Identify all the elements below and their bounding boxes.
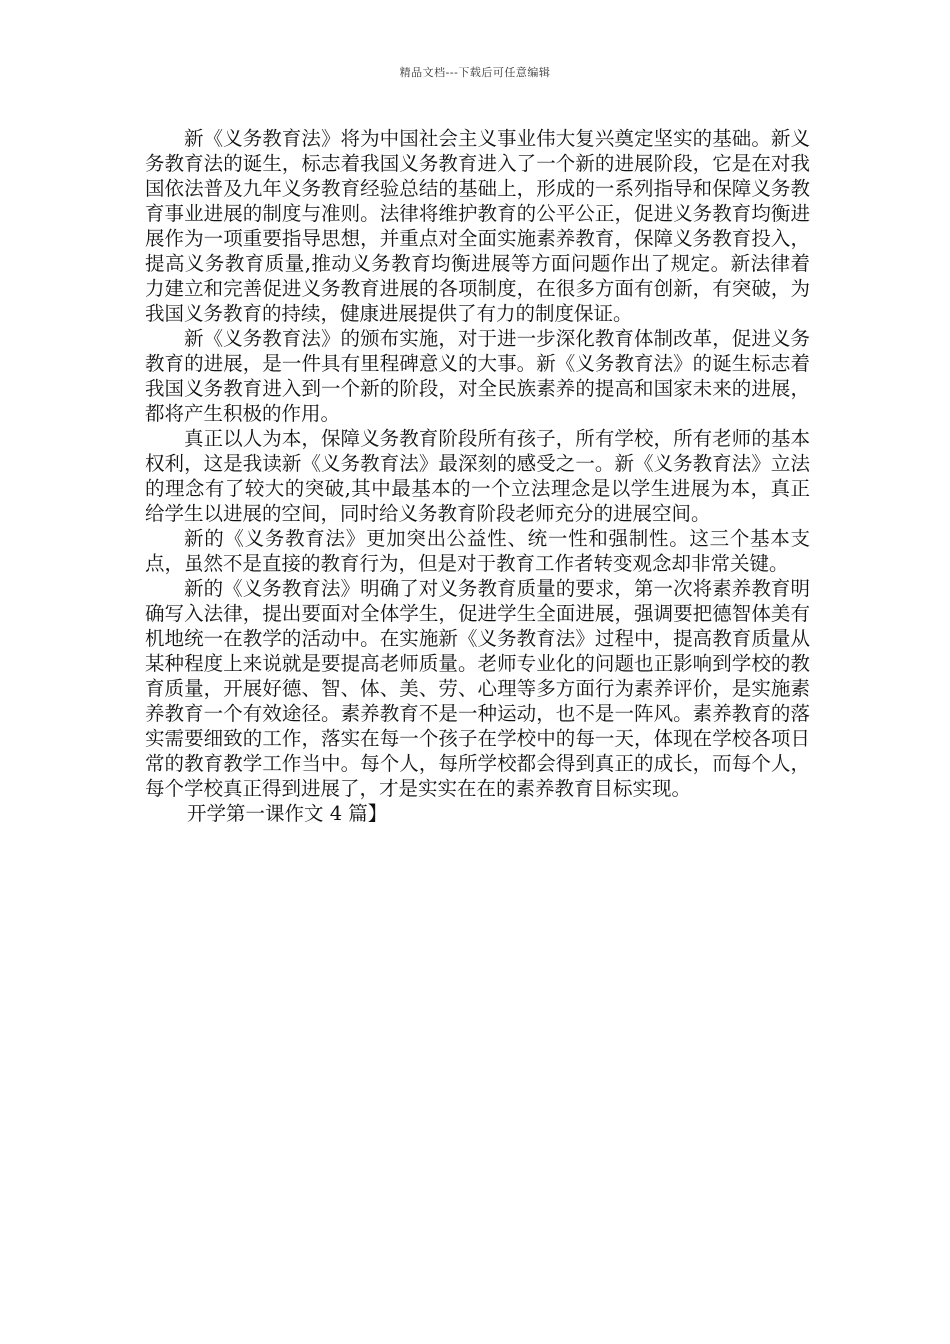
document-body [145, 126, 810, 826]
paragraph: 新《义务教育法》将为中国社会主义事业伟大复兴奠定坚实的基础。新义务教育法的诞生，标志着我国义务教育进入了一个新的进展阶段，它是在对我国依法普及九年义务教育经验总结的基础上，形成的一系列指导和保障义务教育事业进展的制度与准则。法律将维护教育的公平公正，促进义务教育均衡进展作为一项重要指导思想，并重点对全面实施素养教育，保障义务教育投入，提高义务教育质量,推动义务教育均衡进展等方面问题作出了规定。新法律着力建立和完善促进义务教育进展的各项制度，在很多方面有创新，有突破，为我国义务教育的持续，健康进展提供了有力的制度保证。 [145, 127, 810, 325]
paragraph: 真正以人为本，保障义务教育阶段所有孩子，所有学校，所有老师的基本权利，这是我读新《义务教育法》最深刻的感受之一。新《义务教育法》立法的理念有了较大的突破,其中最基本的一个立法理念是以学生进展为本，真正给学生以进展的空间，同时给义务教育阶段老师充分的进展空间。 [145, 427, 810, 525]
page-header: 精品文档---下载后可任意编辑 [399, 66, 551, 79]
paragraph: 新的《义务教育法》更加突出公益性、统一性和强制性。这三个基本支点，虽然不是直接的教育行为，但是对于教育工作者转变观念却非常关键。 [145, 527, 810, 575]
closing-line: 开学第一课作文 4 篇】 [187, 802, 388, 825]
paragraph: 新《义务教育法》的颁布实施，对于进一步深化教育体制改革，促进义务教育的进展，是一件具有里程碑意义的大事。新《义务教育法》的诞生标志着我国义务教育进入到一个新的阶段，对全民族素养的提高和国家未来的进展，都将产生积极的作用。 [145, 327, 810, 425]
paragraph: 新的《义务教育法》明确了对义务教育质量的要求，第一次将素养教育明确写入法律，提出要面对全体学生，促进学生全面进展，强调要把德智体美有机地统一在教学的活动中。在实施新《义务教育法》过程中，提高教育质量从某种程度上来说就是要提高老师质量。老师专业化的问题也正影响到学校的教育质量，开展好德、智、体、美、劳、心理等多方面行为素养评价，是实施素养教育一个有效途径。素养教育不是一种运动，也不是一阵风。素养教育的落实需要细致的工作，落实在每一个孩子在学校中的每一天，体现在学校各项日常的教育教学工作当中。每个人，每所学校都会得到真正的成长，而每个人，每个学校真正得到进展了，才是实实在在的素养教育目标实现。 [145, 577, 810, 800]
